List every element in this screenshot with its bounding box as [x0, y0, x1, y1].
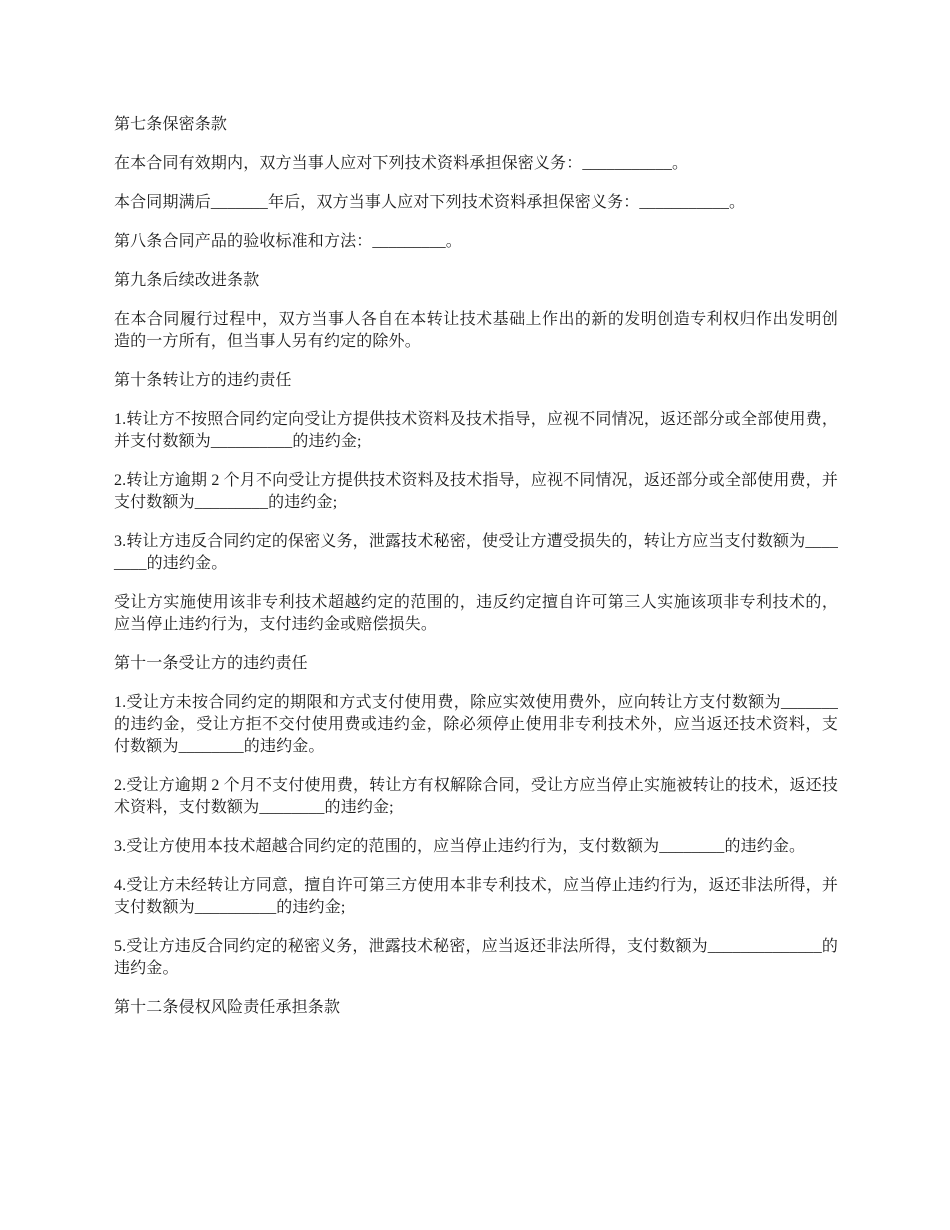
list-item-transferor-breach-1: 1.转让方不按照合同约定向受让方提供技术资料及技术指导，应视不同情况，返还部分或全部使用费，并支付数额为__________的违约金;: [114, 411, 838, 450]
section-heading-article-7: 第七条保密条款: [114, 116, 228, 133]
list-item-transferee-breach-1: 1.受让方未按合同约定的期限和方式支付使用费，除应实效使用费外，应向转让方支付数额为_______的违约金，受让方拒不交付使用费或违约金，除必须停止使用非专利技术外，应当返还技术资料，支付数额为________的违约金。: [114, 694, 838, 755]
paragraph-post-expiry-confidentiality: 本合同期满后_______年后，双方当事人应对下列技术资料承担保密义务：___________。: [114, 194, 746, 211]
document-body: [114, 114, 838, 1036]
section-heading-article-10: 第十条转让方的违约责任: [114, 372, 292, 389]
paragraph-confidentiality-term: 在本合同有效期内，双方当事人应对下列技术资料承担保密义务：___________。: [114, 155, 689, 172]
list-item-transferee-breach-4: 4.受让方未经转让方同意，擅自许可第三方使用本非专利技术，应当停止违约行为，返还非法所得，并支付数额为__________的违约金;: [114, 877, 838, 916]
list-item-transferor-breach-2: 2.转让方逾期 2 个月不向受让方提供技术资料及技术指导，应视不同情况，返还部分或全部使用费，并支付数额为_________的违约金;: [114, 472, 838, 511]
section-heading-article-12: 第十二条侵权风险责任承担条款: [114, 999, 341, 1016]
section-heading-article-9: 第九条后续改进条款: [114, 272, 260, 289]
paragraph-transferee-scope-breach: 受让方实施使用该非专利技术超越约定的范围的，违反约定擅自许可第三人实施该项非专利技术的，应当停止违约行为，支付违约金或赔偿损失。: [114, 594, 838, 633]
list-item-transferor-breach-3: 3.转让方违反合同约定的保密义务，泄露技术秘密，使受让方遭受损失的，转让方应当支付数额为________的违约金。: [114, 533, 838, 572]
section-heading-article-8: 第八条合同产品的验收标准和方法：_________。: [114, 233, 462, 250]
list-item-transferee-breach-2: 2.受让方逾期 2 个月不支付使用费，转让方有权解除合同，受让方应当停止实施被转让的技术，返还技术资料，支付数额为________的违约金;: [114, 777, 838, 816]
list-item-transferee-breach-3: 3.受让方使用本技术超越合同约定的范围的，应当停止违约行为，支付数额为________的违约金。: [114, 838, 806, 855]
section-heading-article-11: 第十一条受让方的违约责任: [114, 655, 308, 672]
paragraph-improvement-ownership: 在本合同履行过程中，双方当事人各自在本转让技术基础上作出的新的发明创造专利权归作出发明创造的一方所有，但当事人另有约定的除外。: [114, 311, 838, 350]
list-item-transferee-breach-5: 5.受让方违反合同约定的秘密义务，泄露技术秘密，应当返还非法所得，支付数额为______________的违约金。: [114, 938, 838, 977]
